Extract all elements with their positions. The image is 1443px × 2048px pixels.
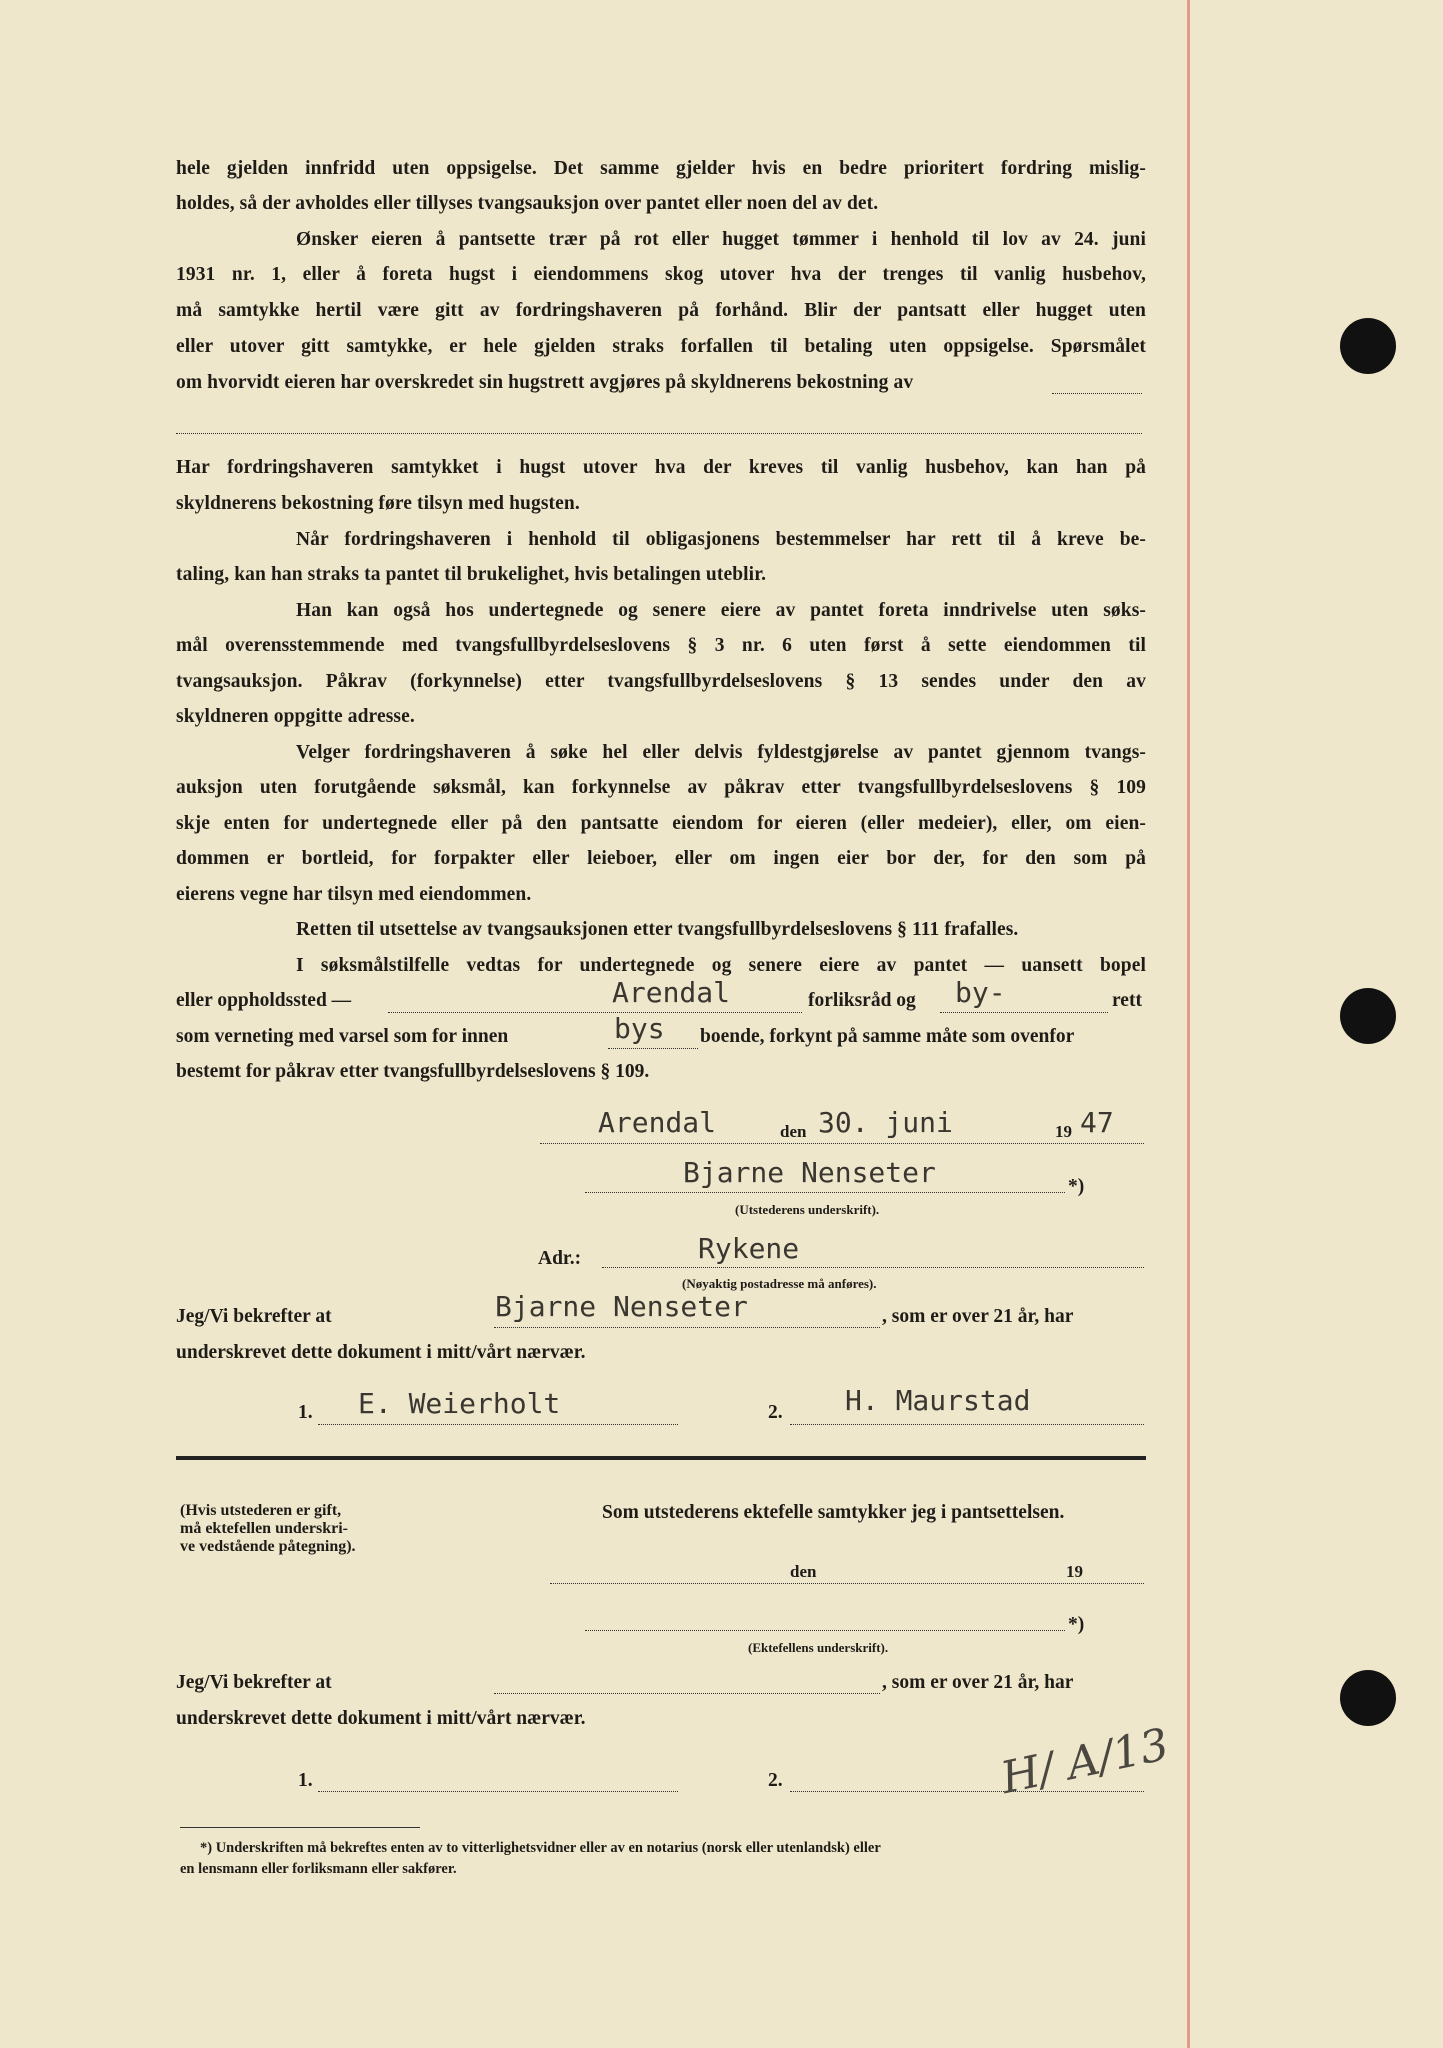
witness-number-2: 2.: [768, 1402, 783, 1423]
spouse-consent: Som utstederens ektefelle samtykker jeg i pantsettelsen.: [602, 1502, 1065, 1523]
body-line: auksjon uten forutgående søksmål, kan forkynnelse av påkrav etter tvangsfullbyrdelseslovens § 109: [176, 777, 1146, 798]
fill-line: [602, 1267, 1144, 1268]
section-divider: [176, 1456, 1146, 1460]
witness-number-1: 1.: [298, 1402, 313, 1423]
witness2-suffix: , som er over 21 år, har: [882, 1672, 1074, 1693]
witness2-number-1: 1.: [298, 1770, 313, 1791]
court-type: by-: [955, 976, 1006, 1009]
handwritten-scribble: H/ A/13: [996, 1718, 1174, 1805]
signing-place: Arendal: [598, 1106, 717, 1139]
spouse-den: den: [790, 1562, 817, 1581]
body-line: Har fordringshaveren samtykket i hugst utover hva der kreves til vanlig husbehov, kan han på: [176, 457, 1146, 478]
fill-line: [585, 1630, 1065, 1631]
fill-line: [318, 1424, 678, 1425]
body-line: mål overensstemmende med tvangsfullbyrdelseslovens § 3 nr. 6 uten først å sette eiendommen til: [176, 635, 1146, 656]
venue-line3: bestemt for påkrav etter tvangsfullbyrdelseslovens § 109.: [176, 1061, 650, 1082]
court-place: Arendal: [612, 976, 731, 1009]
witness-subject: Bjarne Nenseter: [495, 1290, 748, 1323]
spouse-year-prefix: 19: [1066, 1562, 1083, 1581]
fill-line: [388, 1012, 802, 1013]
fill-line: [790, 1424, 1144, 1425]
fill-line: [1052, 393, 1142, 394]
venue-line2-end: boende, forkynt på samme måte som ovenfor: [700, 1026, 1075, 1047]
punch-hole-top: [1340, 318, 1396, 374]
fill-line: [790, 1791, 1144, 1792]
fill-line: [318, 1791, 678, 1792]
body-line: Ønsker eieren å pantsette trær på rot eller hugget tømmer i henhold til lov av 24. juni: [296, 229, 1146, 250]
witness-2-name: H. Maurstad: [845, 1384, 1031, 1417]
body-line: Når fordringshaveren i henhold til obligasjonens bestemmelser har rett til å kreve be-: [296, 529, 1146, 550]
punch-hole-bottom: [1340, 1670, 1396, 1726]
address-value: Rykene: [698, 1232, 800, 1265]
spouse-note-line: (Hvis utstederen er gift,: [180, 1502, 342, 1519]
fill-line: [176, 433, 1142, 434]
witness-suffix: , som er over 21 år, har: [882, 1306, 1074, 1327]
venue-mid: forliksråd og: [808, 990, 916, 1011]
spouse-note-line: må ektefellen underskri-: [180, 1520, 348, 1537]
body-line: Retten til utsettelse av tvangsauksjonen etter tvangsfullbyrdelseslovens § 111 frafalles.: [296, 919, 1019, 940]
body-line: hele gjelden innfridd uten oppsigelse. Det samme gjelder hvis en bedre prioritert fordring mislig-: [176, 158, 1146, 179]
body-line: om hvorvidt eieren har overskredet sin hugstrett avgjøres på skyldnerens bekostning av: [176, 372, 914, 393]
body-line: holdes, så der avholdes eller tillyses tvangsauksjon over pantet eller noen del av det.: [176, 193, 879, 214]
adr-caption: (Nøyaktig postadresse må anføres).: [682, 1276, 877, 1291]
signing-date: 30. juni: [818, 1106, 953, 1139]
fill-line: [608, 1048, 698, 1049]
venue-suffix: rett: [1112, 990, 1142, 1011]
witness-prefix: Jeg/Vi bekrefter at: [176, 1306, 332, 1327]
footnote-rule: [180, 1827, 420, 1828]
issuer-signature: Bjarne Nenseter: [683, 1156, 936, 1189]
body-line: dommen er bortleid, for forpakter eller leieboer, eller om ingen eier bor der, for den som på: [176, 848, 1146, 869]
spouse-note-line: ve vedstående påtegning).: [180, 1538, 356, 1555]
body-line: skyldnerens bekostning føre tilsyn med hugsten.: [176, 493, 580, 514]
signing-year: 47: [1080, 1106, 1114, 1139]
fill-line: [940, 1012, 1108, 1013]
fill-line: [540, 1143, 1144, 1144]
body-line: tvangsauksjon. Påkrav (forkynnelse) etter tvangsfullbyrdelseslovens § 13 sendes under den av: [176, 671, 1146, 692]
body-line: Velger fordringshaveren å søke hel eller delvis fyldestgjørelse av pantet gjennom tvangs-: [296, 742, 1146, 763]
body-line: Han kan også hos undertegnede og senere eiere av pantet foreta inndrivelse uten søks-: [296, 600, 1146, 621]
body-line: skyldneren oppgitte adresse.: [176, 706, 415, 727]
body-line: 1931 nr. 1, eller å foreta hugst i eiendommens skog utover hva der trenges til vanlig husbehov,: [176, 264, 1146, 285]
fill-line: [585, 1192, 1065, 1193]
spouse-sig-caption: (Ektefellens underskrift).: [748, 1640, 889, 1655]
sig-mark: *): [1068, 1176, 1085, 1197]
body-line: må samtykke hertil være gitt av fordringshaveren på forhånd. Blir der pantsatt eller hugget uten: [176, 300, 1146, 321]
fill-line: [494, 1693, 880, 1694]
fill-line: [494, 1327, 880, 1328]
witness2-prefix: Jeg/Vi bekrefter at: [176, 1672, 332, 1693]
witness-line2: underskrevet dette dokument i mitt/vårt nærvær.: [176, 1342, 586, 1363]
year-prefix: 19: [1055, 1122, 1072, 1141]
footnote-line: *) Underskriften må bekreftes enten av to vitterlighetsvidner eller av en notarius (norsk eller utenlandsk) eller: [200, 1840, 881, 1856]
sig-caption: (Utstederens underskrift).: [735, 1202, 880, 1217]
body-line: I søksmålstilfelle vedtas for undertegnede og senere eiere av pantet — uansett bopel: [296, 955, 1146, 976]
witness-1-name: E. Weierholt: [358, 1387, 561, 1420]
margin-rule: [1187, 0, 1190, 2048]
body-line: skje enten for undertegnede eller på den pantsatte eiendom for eieren (eller medeier), eller, om eien-: [176, 813, 1146, 834]
venue-prefix: eller oppholdssted —: [176, 990, 352, 1011]
body-line: taling, kan han straks ta pantet til brukelighet, hvis betalingen uteblir.: [176, 564, 767, 585]
venue-bys: bys: [614, 1012, 665, 1045]
body-line: eller utover gitt samtykke, er hele gjelden straks forfallen til betaling uten oppsigelse. Spørsmålet: [176, 336, 1146, 357]
den-label: den: [780, 1122, 807, 1141]
adr-label: Adr.:: [538, 1248, 582, 1269]
fill-line: [550, 1583, 1144, 1584]
witness2-line2: underskrevet dette dokument i mitt/vårt nærvær.: [176, 1708, 586, 1729]
spouse-sig-mark: *): [1068, 1614, 1085, 1635]
punch-hole-middle: [1340, 988, 1396, 1044]
footnote-line: en lensmann eller forliksmann eller sakfører.: [180, 1861, 457, 1877]
spouse-note: [180, 1502, 356, 1556]
body-line: eierens vegne har tilsyn med eiendommen.: [176, 884, 532, 905]
witness2-number-2: 2.: [768, 1770, 783, 1791]
venue-line2: som verneting med varsel som for innen: [176, 1026, 509, 1047]
